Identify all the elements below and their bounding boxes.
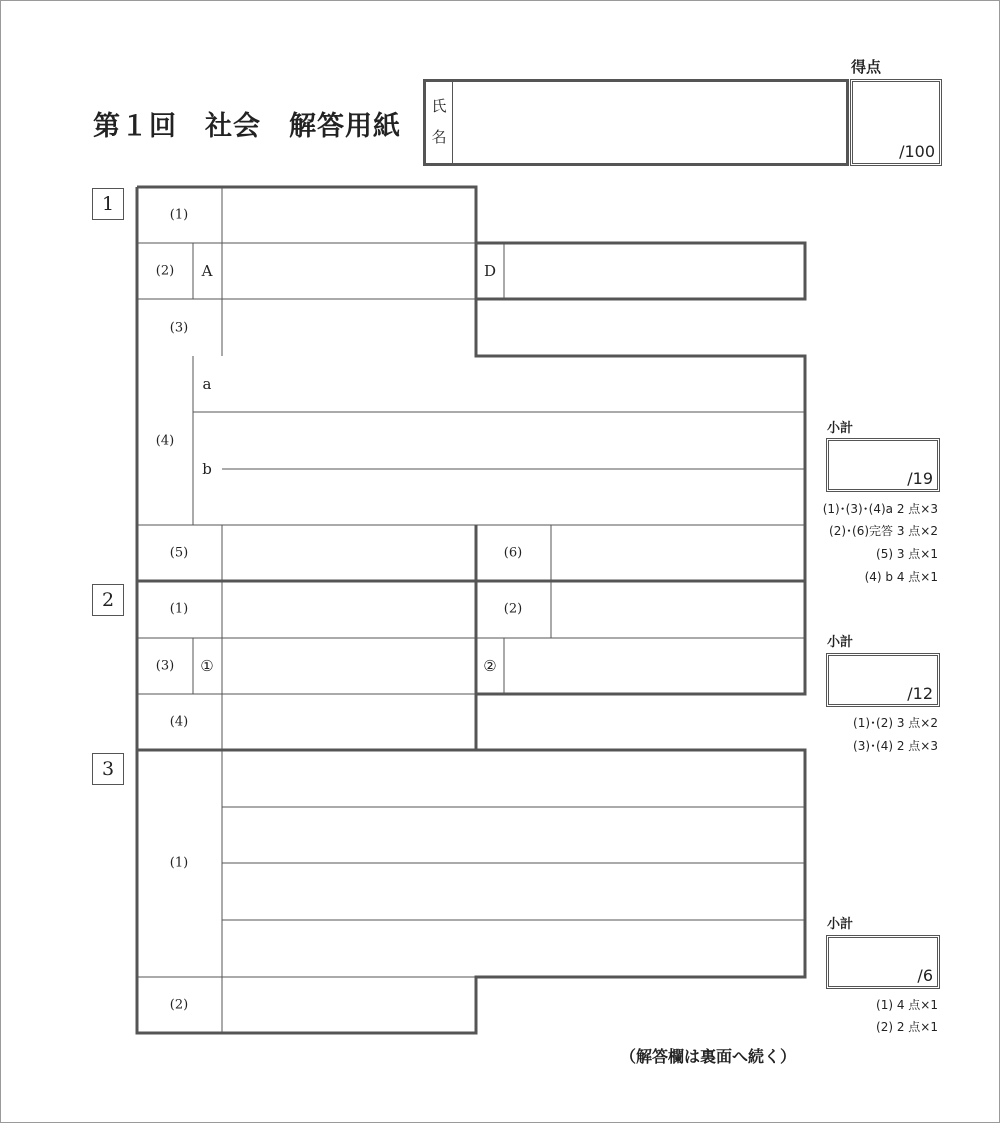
subtotal-box-1[interactable] bbox=[826, 438, 940, 492]
points-note-3-2: (2) 2 点×1 bbox=[876, 1020, 938, 1034]
question-number-1: 1 bbox=[92, 188, 124, 220]
points-note-1-2: (2)･(6)完答 3 点×2 bbox=[829, 524, 938, 538]
label-q1-1: (1) bbox=[169, 207, 189, 223]
label-q2-4: (4) bbox=[169, 714, 189, 730]
subtotal-max-1: /19 bbox=[907, 469, 933, 488]
points-note-1-1: (1)･(3)･(4)a 2 点×3 bbox=[822, 502, 938, 516]
question-number-2: 2 bbox=[92, 584, 124, 616]
points-note-2-2: (3)･(4) 2 点×3 bbox=[853, 739, 938, 753]
question-number-3: 3 bbox=[92, 753, 124, 785]
label-q1-2-A: A bbox=[201, 262, 213, 280]
label-q3-1: (1) bbox=[169, 855, 189, 871]
page-title: 第１回 社会 解答用紙 bbox=[93, 111, 401, 142]
subtotal-max-2: /12 bbox=[907, 684, 933, 703]
label-q2-2: (2) bbox=[503, 601, 523, 617]
label-q2-3-circle-2: ② bbox=[483, 657, 497, 675]
label-q1-4-b: b bbox=[202, 460, 212, 478]
subtotal-label-3: 小計 bbox=[827, 917, 854, 932]
name-label-char-1: 氏 bbox=[431, 97, 447, 115]
label-q1-4: (4) bbox=[155, 433, 175, 449]
points-note-1-4: (4) b 4 点×1 bbox=[864, 570, 938, 584]
subtotal-max-3: /6 bbox=[917, 966, 933, 985]
label-q2-1: (1) bbox=[169, 601, 189, 617]
name-label-char-2: 名 bbox=[431, 128, 447, 146]
continued-note: （解答欄は裏面へ続く） bbox=[620, 1047, 797, 1066]
subtotal-box-2[interactable] bbox=[826, 653, 940, 707]
points-note-3-1: (1) 4 点×1 bbox=[876, 998, 938, 1012]
label-q1-3: (3) bbox=[169, 320, 189, 336]
points-note-2-1: (1)･(2) 3 点×2 bbox=[853, 716, 938, 730]
score-label: 得点 bbox=[851, 58, 882, 76]
subtotal-label-1: 小計 bbox=[827, 421, 854, 436]
label-q1-4-a: a bbox=[202, 375, 212, 393]
points-note-1-3: (5) 3 点×1 bbox=[876, 547, 938, 561]
label-q2-3: (3) bbox=[155, 658, 175, 674]
label-q1-6: (6) bbox=[503, 545, 523, 561]
subtotal-label-2: 小計 bbox=[827, 635, 854, 650]
subtotal-box-3[interactable] bbox=[826, 935, 940, 989]
label-q1-2: (2) bbox=[155, 263, 175, 279]
label-q1-2-D: D bbox=[483, 262, 497, 280]
label-q3-2: (2) bbox=[169, 997, 189, 1013]
total-score-max: /100 bbox=[899, 142, 935, 161]
label-q2-3-circle-1: ① bbox=[200, 657, 214, 675]
label-q1-5: (5) bbox=[169, 545, 189, 561]
